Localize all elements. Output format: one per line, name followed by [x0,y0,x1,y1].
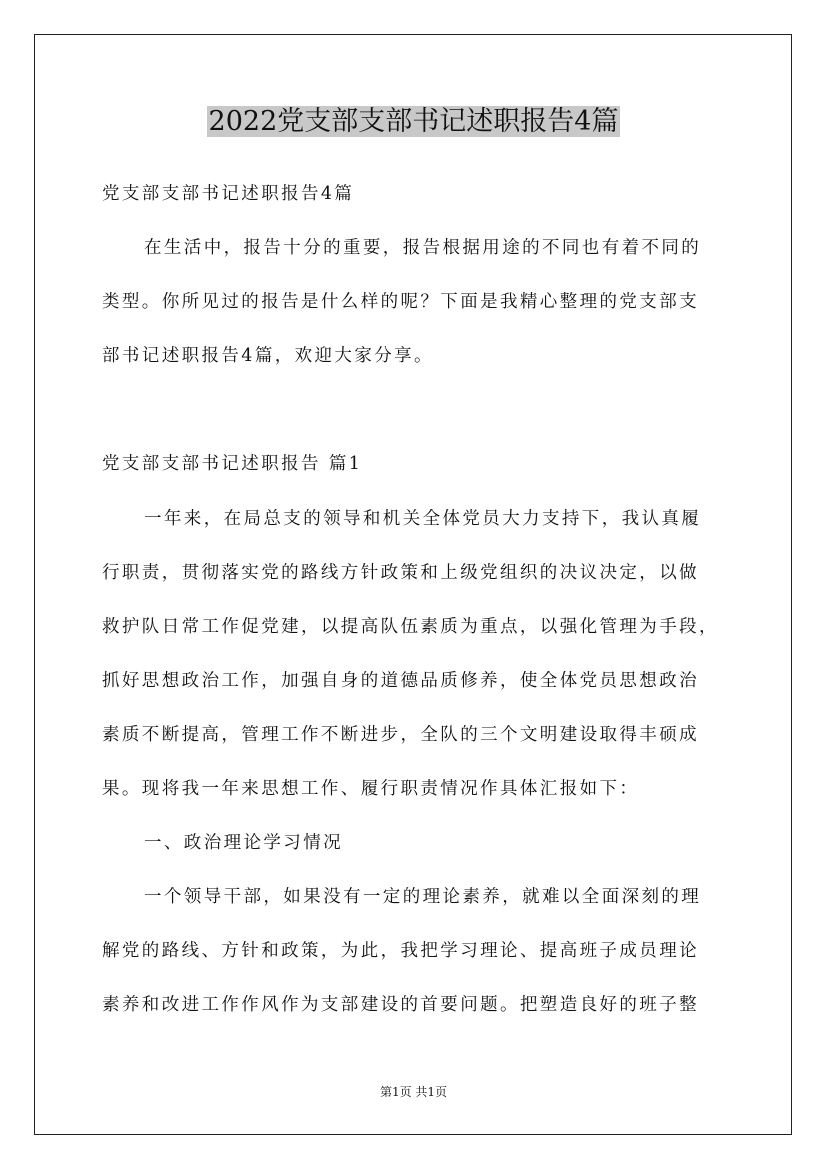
para2-line-3: 素养和改进工作作风作为支部建设的首要问题。把塑造良好的班子整 [102,995,699,1015]
body-line-3: 救护队日常工作促党建，以提高队伍素质为重点，以强化管理为手段， [102,617,719,637]
body-line-4: 抓好思想政治工作，加强自身的道德品质修养，使全体党员思想政治 [102,671,699,691]
page-footer: 第1页 共1页 [379,1085,448,1099]
section-heading: 党支部支部书记述职报告 篇1 [102,454,363,474]
body-line-1: 一年来，在局总支的领导和机关全体党员大力支持下，我认真履 [144,509,702,529]
document-subtitle: 党支部支部书记述职报告4篇 [102,184,355,204]
intro-line-3: 部书记述职报告4篇，欢迎大家分享。 [102,346,434,366]
intro-line-2: 类型。你所见过的报告是什么样的呢？下面是我精心整理的党支部支 [102,292,699,312]
body-line-6: 果。现将我一年来思想工作、履行职责情况作具体汇报如下： [102,779,640,799]
sub-heading: 一、政治理论学习情况 [144,833,343,853]
para2-line-1: 一个领导干部，如果没有一定的理论素养，就难以全面深刻的理 [144,887,702,907]
body-line-5: 素质不断提高，管理工作不断进步，全队的三个文明建设取得丰硕成 [102,725,699,745]
document-title [0,104,827,140]
para2-line-2: 解党的路线、方针和政策，为此，我把学习理论、提高班子成员理论 [102,941,699,961]
intro-line-1: 在生活中，报告十分的重要，报告根据用途的不同也有着不同的 [144,238,702,258]
body-line-2: 行职责，贯彻落实党的路线方针政策和上级党组织的决议决定，以做 [102,563,699,583]
document-title-text: 2022党支部支部书记述职报告4篇 [208,106,619,137]
